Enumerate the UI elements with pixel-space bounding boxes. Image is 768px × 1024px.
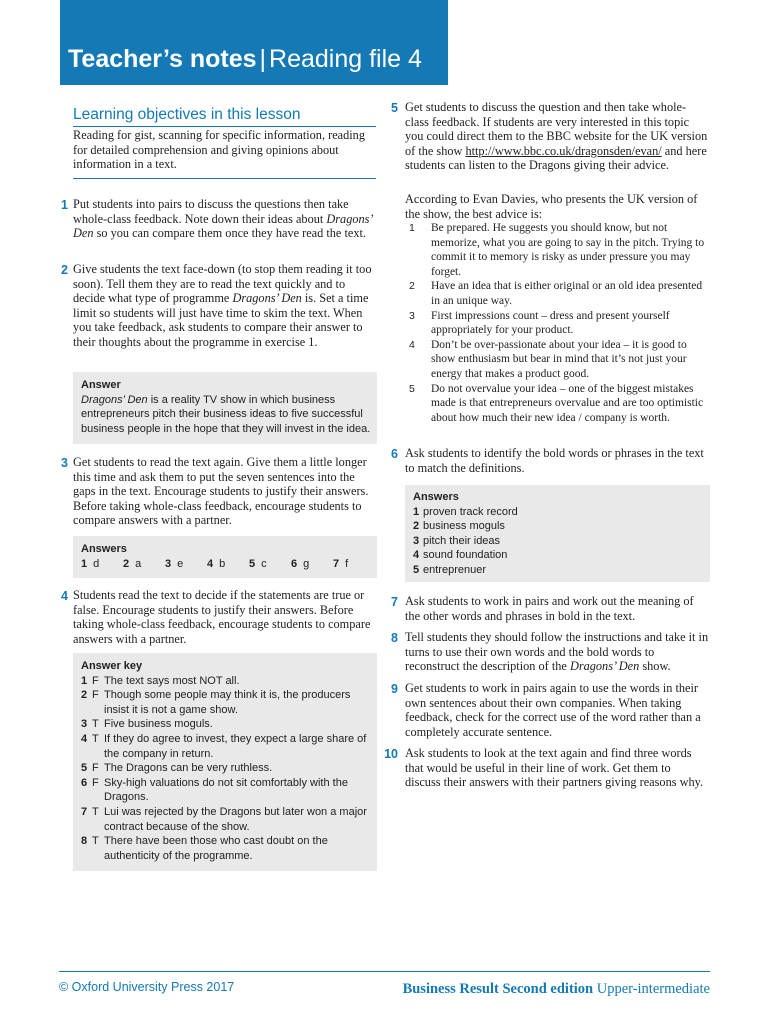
answer-box-6-label: Answers [413, 491, 459, 503]
answer-text: sound foundation [423, 549, 508, 562]
footer-book-title [403, 981, 710, 998]
advice-text: Don’t be over-passionate about your idea – it is good to show enthusiasm but bear in mind that it’s not just your energy that makes a product good. [431, 338, 687, 380]
item-8-text-a: Tell students they should follow the instructions and take it in turns to use their own words and the bold words to reconstruct the description of the [405, 630, 709, 674]
answer-pair-letter: b [219, 557, 226, 570]
answer-key-row [81, 674, 377, 689]
item-9-number: 9 [391, 682, 398, 696]
advice-item [409, 279, 709, 308]
advice-text: First impressions count – dress and present yourself appropriately for your product. [431, 309, 670, 337]
objectives-rule-top [73, 126, 376, 127]
advice-number: 4 [409, 338, 415, 351]
answer-pair [249, 557, 291, 572]
item-8-text-b: show. [639, 659, 671, 674]
answer-row [413, 505, 710, 520]
answer-box-2-label: Answer [81, 379, 121, 391]
item-7-number: 7 [391, 595, 398, 609]
answer-key-letter: T [92, 732, 99, 745]
answer-key-row [81, 776, 377, 805]
answer-key-number: 4 [81, 732, 88, 745]
answer-key-text: Sky-high valuations do not sit comfortably with the Dragons. [104, 776, 348, 804]
item-8-em: Dragons’ Den [569, 659, 640, 674]
answer-box-4 [73, 653, 377, 871]
answer-text: proven track record [423, 505, 518, 518]
answer-pair-letter: d [93, 557, 100, 570]
answer-row [413, 519, 710, 534]
answer-key-row [81, 717, 377, 732]
advice-item [409, 309, 709, 338]
answer-pair-letter: g [303, 557, 310, 570]
answer-pair-letter: c [261, 557, 267, 570]
advice-number: 3 [409, 309, 415, 322]
title-main: Teacher’s notes [68, 45, 257, 73]
advice-list [409, 221, 709, 425]
answer-key-number: 3 [81, 718, 88, 731]
item-4-text: Students read the text to decide if the statements are true or false. Encourage students to justify their answers. Before taking whole-class feedback, encourage students to compare answers with a partner. [73, 588, 371, 646]
answer-key-letter: T [92, 718, 99, 731]
answer-key-number: 2 [81, 689, 88, 702]
answer-key-number: 1 [81, 674, 88, 687]
item-6-text: Ask students to identify the bold words or phrases in the text to match the definitions. [405, 446, 704, 475]
answer-pair-number: 7 [333, 557, 340, 570]
page-title [68, 45, 422, 74]
item-10-number: 10 [384, 747, 398, 761]
answer-key-row [81, 834, 377, 863]
answer-key-text: If they do agree to invest, they expect a large share of the company in return. [104, 732, 367, 760]
item-5-text-a: Get students to discuss the question and then take whole-class feedback. If students are very interested in this topic you could direct them to the BBC website for the UK version of the show [405, 100, 708, 158]
footer-rule [59, 971, 710, 972]
answer-row [413, 534, 710, 549]
answer-key-letter: F [92, 674, 99, 687]
answer-pair [165, 557, 207, 572]
answer-box-3-pairs [81, 557, 377, 572]
answer-pair [291, 557, 333, 572]
answer-box-4-label: Answer key [81, 660, 143, 672]
title-separator: | [259, 45, 267, 73]
objectives-rule-bottom [73, 178, 376, 179]
answer-box-2-em: Dragons’ Den [81, 393, 148, 406]
answer-pair-number: 1 [81, 557, 88, 570]
item-5-number: 5 [391, 101, 398, 115]
item-2-text-b: is. Set a time limit so students will just have time to skim the text. When you take feedback, ask students to compare their answer to their thoughts about the programme in exercise 1. [73, 291, 369, 349]
answer-number: 4 [413, 549, 420, 562]
answer-key-number: 5 [81, 762, 88, 775]
item-3-text: Get students to read the text again. Give them a little longer this time and ask them to put the seven sentences into the gaps in the text. Encourage students to justify their answers. Before taking whole-class feedback, encourage students to compare answers with a partner. [73, 455, 369, 528]
answer-pair-letter: e [177, 557, 184, 570]
item-1-number: 1 [61, 198, 68, 212]
answer-box-2-body: is a reality TV show in which business entrepreneurs pitch their business ideas to five successful business people in the hope that they will invest in the idea. [81, 393, 371, 435]
answer-key-row [81, 688, 377, 717]
answer-pair [207, 557, 249, 572]
answer-text: entreprenuer [423, 563, 486, 576]
answer-box-3 [73, 536, 377, 578]
answer-number: 3 [413, 534, 420, 547]
answer-key-text: Five business moguls. [104, 718, 213, 731]
objectives-heading: Learning objectives in this lesson [73, 106, 301, 123]
answer-key-row [81, 732, 377, 761]
footer-book-name: Business Result Second edition [402, 981, 594, 997]
answer-box-4-rows [81, 674, 377, 864]
answer-key-row [81, 805, 377, 834]
answer-key-letter: T [92, 805, 99, 818]
item-6-number: 6 [391, 447, 398, 461]
answer-pair-letter: a [135, 557, 142, 570]
item-10-text: Ask students to look at the text again and find three words that would be useful in their line of work. Get them to discuss their answers with their partners giving reasons why. [405, 746, 704, 790]
answer-key-row [81, 761, 377, 776]
item-1-text [73, 197, 377, 241]
item-2-text-a: Give students the text face-down (to stop them reading it too soon). Tell them they are to read the text quickly and to decide what type of programme [73, 262, 372, 306]
footer-book-level: Upper-intermediate [593, 981, 710, 997]
answer-row [413, 563, 710, 578]
item-7-text: Ask students to work in pairs and work out the meaning of the other words and phrases in bold in the text. [405, 594, 694, 623]
answer-key-letter: F [92, 776, 99, 789]
advice-text: Be prepared. He suggests you should know, but not memorize, what you are going to say in the pitch. Trying to commit it to memory is risky as under pressure you may forget. [431, 222, 705, 278]
answer-pair [333, 557, 375, 572]
answer-pair-number: 4 [207, 557, 214, 570]
advice-text: Have an idea that is either original or an old idea presented in an unique way. [431, 280, 703, 307]
answer-box-2-text [81, 393, 377, 437]
item-1-em: Dragons’ Den [73, 211, 373, 241]
bbc-link[interactable]: http://www.bbc.co.uk/dragonsden/evan/ [465, 143, 662, 158]
answer-key-number: 8 [81, 835, 88, 848]
item-5-text [405, 100, 709, 173]
item-8-number: 8 [391, 631, 398, 645]
answer-key-text: There have been those who cast doubt on the authenticity of the programme. [104, 835, 328, 862]
item-9-text: Get students to work in pairs again to use the words in their own sentences about their own companies. When taking feedback, check for the correct use of the word rather than a completely accurate sentence. [405, 681, 701, 739]
answer-number: 5 [413, 563, 420, 576]
item-1-text-b: so you can compare them once they have read the text. [93, 226, 366, 241]
advice-number: 2 [409, 280, 415, 293]
answer-number: 1 [413, 505, 420, 518]
advice-number: 1 [409, 222, 415, 234]
answer-pair-letter: f [345, 557, 349, 570]
advice-item [409, 382, 709, 426]
answer-pair-number: 6 [291, 557, 298, 570]
answer-pair-number: 5 [249, 557, 256, 570]
answer-pair [81, 557, 123, 572]
answer-key-letter: F [92, 762, 99, 775]
item-4-number: 4 [61, 589, 68, 603]
answer-pair-number: 2 [123, 557, 130, 570]
item-2-em: Dragons’ Den [232, 291, 302, 306]
item-3-number: 3 [61, 456, 68, 470]
answer-key-text: The Dragons can be very ruthless. [104, 762, 273, 775]
advice-number: 5 [409, 382, 415, 395]
answer-key-text: Lui was rejected by the Dragons but later won a major contract because of the show. [104, 805, 367, 833]
advice-item [409, 221, 709, 279]
objectives-text: Reading for gist, scanning for specific information, reading for detailed comprehension and giving opinions about information in a text. [73, 128, 365, 172]
footer-copyright: © Oxford University Press 2017 [59, 980, 235, 994]
item-1-text-a: Put students into pairs to discuss the questions then take whole-class feedback. Note down their ideas about [73, 197, 349, 226]
answer-text: business moguls [423, 520, 505, 533]
answer-number: 2 [413, 520, 420, 533]
item-5-para2: According to Evan Davies, who presents the UK version of the show, the best advice is: [405, 192, 698, 221]
answer-box-3-label: Answers [81, 543, 127, 555]
advice-item [409, 338, 709, 382]
answer-key-letter: T [92, 835, 99, 848]
answer-pair [123, 557, 165, 572]
answer-key-number: 7 [81, 805, 88, 818]
answer-key-number: 6 [81, 776, 88, 789]
answer-box-6-rows [413, 505, 710, 578]
answer-row [413, 548, 710, 563]
answer-key-text: The text says most NOT all. [104, 674, 240, 687]
item-5-text-b: and here students can listen to the Dragons giving their advice. [405, 143, 707, 173]
answer-key-letter: F [92, 689, 99, 702]
answer-key-text: Though some people may think it is, the producers insist it is not a game show. [104, 689, 351, 716]
title-sub: Reading file 4 [269, 45, 422, 73]
answer-box-6 [405, 485, 710, 582]
answer-text: pitch their ideas [423, 534, 501, 547]
item-8-text [405, 630, 709, 674]
answer-pair-number: 3 [165, 557, 172, 570]
item-2-text [73, 262, 377, 350]
item-2-number: 2 [61, 263, 68, 277]
advice-text: Do not overvalue your idea – one of the biggest mistakes made is that entrepreneurs overvalue and are too optimistic about how much their new idea / company is worth. [431, 382, 704, 424]
answer-box-2 [73, 372, 377, 444]
